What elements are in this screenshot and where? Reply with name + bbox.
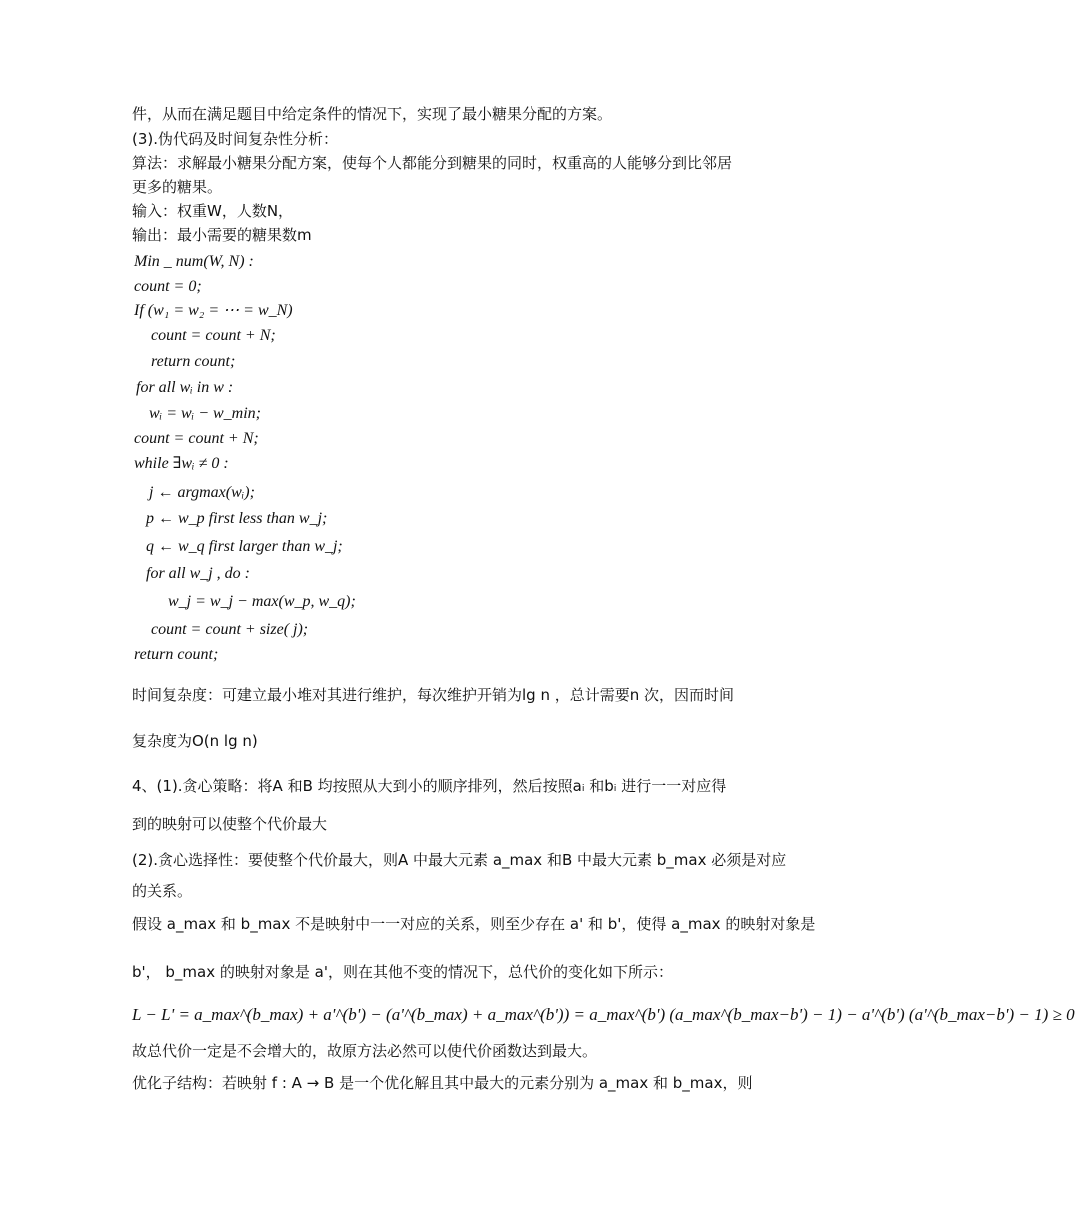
code-line: for all w_j , do : — [146, 565, 251, 582]
paragraph-text: 的关系。 — [132, 882, 193, 900]
output-description: 输出：最小需要的糖果数m — [132, 226, 312, 244]
code-line: return count; — [151, 353, 236, 370]
code-line: count = count + N; — [134, 430, 259, 447]
code-line: p ← w_p first less than w_j; — [146, 510, 328, 527]
code-line: If (w₁ = w₂ = ⋯ = w_N) — [134, 302, 293, 319]
code-line: count = count + size( j); — [151, 621, 309, 638]
code-line: w_j = w_j − max(w_p, w_q); — [168, 593, 356, 610]
code-line: Min _ num(W, N) : — [134, 253, 254, 270]
code-line: for all wᵢ in w : — [136, 379, 234, 396]
paragraph-text: 更多的糖果。 — [132, 178, 223, 196]
cost-change-formula: L − L' = a_max^(b_max) + a'^(b') − (a'^(b_max) + a_max^(b')) = a_max^(b') (a_max^(b_max−b') − 1) − a'^(b') (a'^(b_max−b') − 1) ≥ 0 — [132, 1005, 1075, 1024]
paragraph-text: 件，从而在满足题目中给定条件的情况下，实现了最小糖果分配的方案。 — [132, 105, 613, 123]
conclusion-text: 故总代价一定是不会增大的，故原方法必然可以使代价函数达到最大。 — [132, 1042, 598, 1060]
complexity-result: 复杂度为O(n lg n) — [132, 732, 258, 750]
proof-text: 假设 a_max 和 b_max 不是映射中一一对应的关系，则至少存在 a' 和 b'，使得 a_max 的映射对象是 — [132, 915, 816, 933]
code-line: return count; — [134, 646, 219, 663]
code-line: count = 0; — [134, 278, 202, 295]
greedy-choice-text: (2).贪心选择性：要使整个代价最大，则A 中最大元素 a_max 和B 中最大元素 b_max 必须是对应 — [132, 851, 787, 869]
proof-text: b'， b_max 的映射对象是 a'，则在其他不变的情况下，总代价的变化如下所示： — [132, 963, 673, 981]
paragraph-text: 算法：求解最小糖果分配方案，使每个人都能分到糖果的同时，权重高的人能够分到比邻居 — [132, 154, 733, 172]
input-description: 输入：权重W，人数N， — [132, 202, 294, 220]
code-line: j ← argmax(wᵢ); — [149, 484, 255, 501]
complexity-text: 时间复杂度：可建立最小堆对其进行维护，每次维护开销为lg n ，总计需要n 次，因而时间 — [132, 686, 735, 704]
code-line: q ← w_q first larger than w_j; — [146, 538, 343, 555]
code-line: wᵢ = wᵢ − w_min; — [149, 405, 261, 422]
optimal-substructure-text: 优化子结构：若映射 f : A → B 是一个优化解且其中最大的元素分别为 a_max 和 b_max，则 — [132, 1074, 753, 1092]
greedy-strategy-text: 4、(1).贪心策略：将A 和B 均按照从大到小的顺序排列，然后按照aᵢ 和bᵢ 进行一一对应得 — [132, 777, 727, 795]
code-line: while ∃wᵢ ≠ 0 : — [134, 455, 229, 472]
paragraph-text: 到的映射可以使整个代价最大 — [132, 815, 328, 833]
section-heading: (3).伪代码及时间复杂性分析： — [132, 130, 339, 148]
code-line: count = count + N; — [151, 327, 276, 344]
